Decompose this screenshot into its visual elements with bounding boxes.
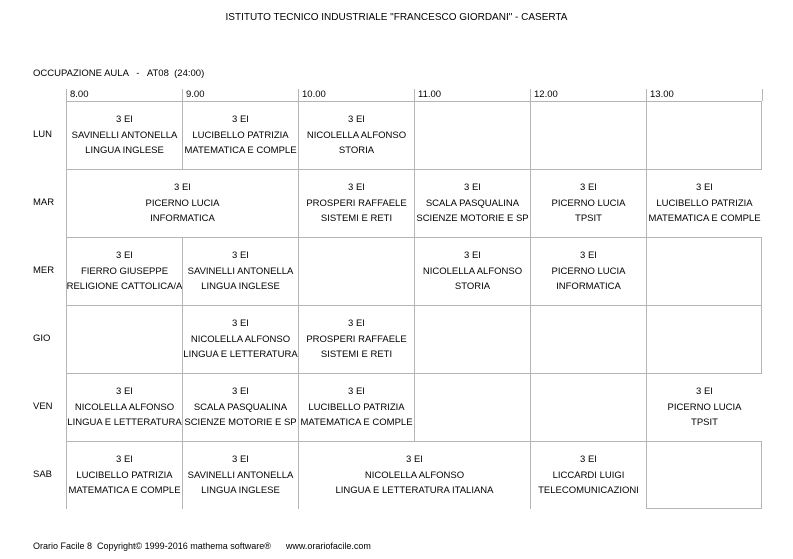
day-label: MER xyxy=(33,265,55,276)
lesson-teacher: PROSPERI RAFFAELE xyxy=(306,197,407,209)
lesson-teacher: SAVINELLI ANTONELLA xyxy=(187,469,294,481)
lesson-teacher: NICOLELLA ALFONSO xyxy=(364,469,465,481)
hour-tick xyxy=(298,89,299,101)
lesson-teacher: PROSPERI RAFFAELE xyxy=(306,333,407,345)
lesson-subject: SCIENZE MOTORIE E SP xyxy=(184,417,297,429)
lesson-subject: LINGUA E LETTERATURA xyxy=(183,349,298,361)
lesson-teacher: LUCIBELLO PATRIZIA xyxy=(308,401,405,413)
lesson-cell xyxy=(531,170,646,237)
lesson-teacher: PICERNO LUCIA xyxy=(145,197,220,209)
lesson-class: 3 EI xyxy=(464,250,481,262)
lesson-subject: SISTEMI E RETI xyxy=(320,213,393,225)
lesson-cell xyxy=(183,442,298,509)
lesson-teacher: PICERNO LUCIA xyxy=(667,401,742,413)
lesson-teacher: NICOLELLA ALFONSO xyxy=(422,265,523,277)
page-title: ISTITUTO TECNICO INDUSTRIALE "FRANCESCO GIORDANI" - CASERTA xyxy=(225,12,568,23)
hour-tick xyxy=(414,89,415,101)
lesson-class: 3 EI xyxy=(696,386,713,398)
lesson-class: 3 EI xyxy=(116,114,133,126)
hour-tick xyxy=(530,89,531,101)
hour-tick xyxy=(182,89,183,101)
lesson-cell xyxy=(183,374,298,441)
lesson-teacher: NICOLELLA ALFONSO xyxy=(74,401,175,413)
day-label: VEN xyxy=(33,401,53,412)
lesson-cell xyxy=(183,102,298,169)
lesson-cell xyxy=(299,102,414,169)
lesson-class: 3 EI xyxy=(174,182,191,194)
hour-tick xyxy=(762,89,763,101)
lesson-teacher: NICOLELLA ALFONSO xyxy=(190,333,291,345)
lesson-cell xyxy=(67,170,298,237)
lesson-teacher: PICERNO LUCIA xyxy=(551,265,626,277)
lesson-subject: SISTEMI E RETI xyxy=(320,349,393,361)
grid-column-line xyxy=(761,101,762,509)
lesson-cell xyxy=(299,442,530,509)
day-label: GIO xyxy=(33,333,51,344)
hour-label: 12.00 xyxy=(534,89,558,100)
lesson-class: 3 EI xyxy=(348,182,365,194)
hour-tick xyxy=(66,89,67,101)
lesson-subject: STORIA xyxy=(454,281,491,293)
lesson-subject: MATEMATICA E COMPLE xyxy=(184,145,297,157)
footer-copyright: Orario Facile 8 Copyright© 1999-2016 mathema software® www.orariofacile.com xyxy=(33,541,371,551)
lesson-cell xyxy=(647,170,762,237)
lesson-cell xyxy=(183,306,298,373)
lesson-cell xyxy=(299,306,414,373)
hour-label: 13.00 xyxy=(650,89,674,100)
grid-column-line xyxy=(646,101,647,509)
lesson-subject: LINGUA E LETTERATURA xyxy=(67,417,182,429)
lesson-cell xyxy=(415,170,530,237)
lesson-class: 3 EI xyxy=(232,250,249,262)
lesson-class: 3 EI xyxy=(580,454,597,466)
lesson-class: 3 EI xyxy=(232,318,249,330)
lesson-teacher: FIERRO GIUSEPPE xyxy=(80,265,169,277)
lesson-class: 3 EI xyxy=(696,182,713,194)
lesson-subject: LINGUA INGLESE xyxy=(201,485,280,497)
lesson-teacher: SAVINELLI ANTONELLA xyxy=(71,129,178,141)
lesson-subject: TPSIT xyxy=(691,417,718,429)
timetable-grid xyxy=(66,101,762,509)
lesson-cell xyxy=(531,442,646,509)
lesson-class: 3 EI xyxy=(116,454,133,466)
lesson-class: 3 EI xyxy=(406,454,423,466)
lesson-subject: TPSIT xyxy=(575,213,602,225)
lesson-teacher: LUCIBELLO PATRIZIA xyxy=(656,197,753,209)
day-label: LUN xyxy=(33,129,53,140)
lesson-subject: MATEMATICA E COMPLE xyxy=(648,213,761,225)
lesson-cell xyxy=(647,374,762,441)
lesson-teacher: NICOLELLA ALFONSO xyxy=(306,129,407,141)
hour-tick xyxy=(646,89,647,101)
lesson-teacher: LUCIBELLO PATRIZIA xyxy=(192,129,289,141)
lesson-class: 3 EI xyxy=(348,318,365,330)
lesson-cell xyxy=(183,238,298,305)
lesson-subject: SCIENZE MOTORIE E SP xyxy=(416,213,529,225)
lesson-subject: RELIGIONE CATTOLICA/A xyxy=(67,281,182,293)
lesson-subject: LINGUA INGLESE xyxy=(201,281,280,293)
day-label: SAB xyxy=(33,469,53,480)
lesson-class: 3 EI xyxy=(232,454,249,466)
hour-label: 11.00 xyxy=(418,89,442,100)
lesson-class: 3 EI xyxy=(116,386,133,398)
lesson-class: 3 EI xyxy=(232,386,249,398)
lesson-teacher: SCALA PASQUALINA xyxy=(425,197,520,209)
hour-label: 9.00 xyxy=(186,89,205,100)
lesson-subject: LINGUA INGLESE xyxy=(85,145,164,157)
lesson-class: 3 EI xyxy=(232,114,249,126)
lesson-subject: INFORMATICA xyxy=(150,213,215,225)
lesson-teacher: PICERNO LUCIA xyxy=(551,197,626,209)
lesson-subject: STORIA xyxy=(338,145,375,157)
lesson-cell xyxy=(531,238,646,305)
lesson-class: 3 EI xyxy=(116,250,133,262)
lesson-cell xyxy=(67,238,182,305)
day-label: MAR xyxy=(33,197,55,208)
room-occupancy-subtitle: OCCUPAZIONE AULA - AT08 (24:00) xyxy=(33,68,205,79)
lesson-cell xyxy=(415,238,530,305)
lesson-teacher: LUCIBELLO PATRIZIA xyxy=(76,469,173,481)
lesson-class: 3 EI xyxy=(348,114,365,126)
lesson-subject: MATEMATICA E COMPLE xyxy=(300,417,413,429)
lesson-teacher: LICCARDI LUIGI xyxy=(552,469,625,481)
lesson-class: 3 EI xyxy=(464,182,481,194)
lesson-cell xyxy=(67,102,182,169)
hour-label: 10.00 xyxy=(302,89,326,100)
lesson-subject: MATEMATICA E COMPLE xyxy=(68,485,181,497)
lesson-subject: INFORMATICA xyxy=(556,281,621,293)
lesson-teacher: SAVINELLI ANTONELLA xyxy=(187,265,294,277)
lesson-subject: TELECOMUNICAZIONI xyxy=(538,485,639,497)
lesson-subject: LINGUA E LETTERATURA ITALIANA xyxy=(335,485,494,497)
lesson-cell xyxy=(67,374,182,441)
lesson-cell xyxy=(67,442,182,509)
lesson-cell xyxy=(299,374,414,441)
lesson-cell xyxy=(299,170,414,237)
lesson-class: 3 EI xyxy=(348,386,365,398)
lesson-teacher: SCALA PASQUALINA xyxy=(193,401,288,413)
hour-label: 8.00 xyxy=(70,89,89,100)
lesson-class: 3 EI xyxy=(580,182,597,194)
lesson-class: 3 EI xyxy=(580,250,597,262)
